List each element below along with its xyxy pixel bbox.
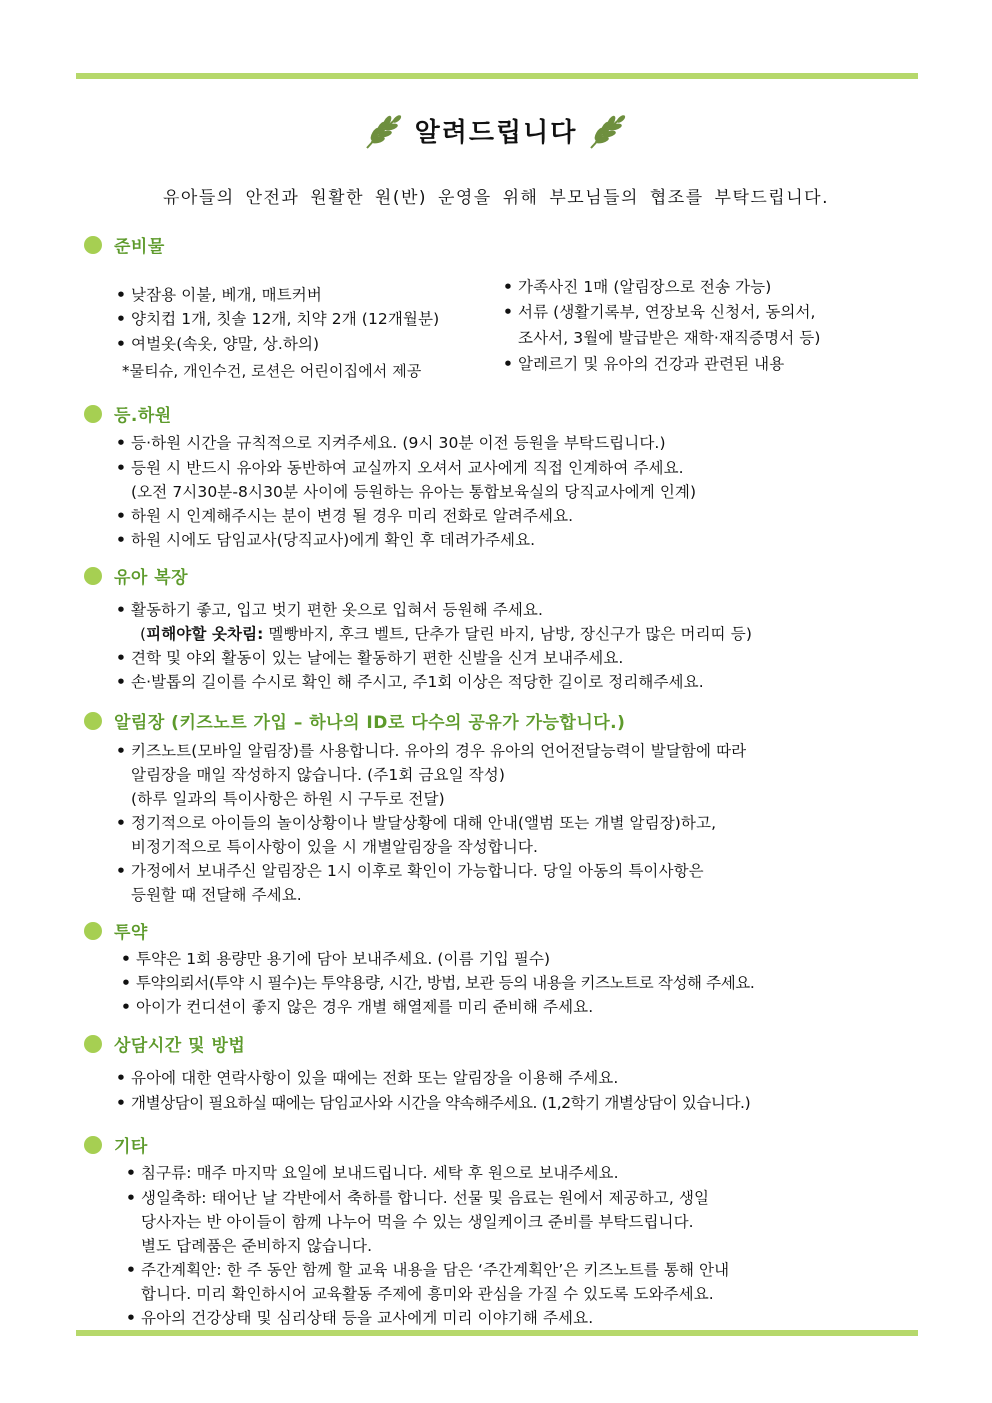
section-dot-icon: [84, 712, 102, 730]
list-item-continued: 비정기적으로 특이사항이 있을 시 개별알림장을 작성합니다.: [131, 838, 538, 856]
section-title: 투약: [114, 923, 148, 943]
list-item: • 서류 (생활기록부, 연장보육 신청서, 동의서,: [503, 303, 816, 321]
section-dot-icon: [84, 405, 102, 423]
list-item: • 등원 시 반드시 유아와 동반하여 교실까지 오셔서 교사에게 직접 인계하여 주세요.: [116, 459, 684, 477]
section-title: 준비물: [114, 237, 165, 257]
list-item-continued: 알림장을 매일 작성하지 않습니다. (주1회 금요일 작성): [131, 766, 505, 784]
page-title: 알려드립니다: [414, 117, 578, 148]
list-item: • 투약의뢰서(투약 시 필수)는 투약용량, 시간, 방법, 보관 등의 내용을 키즈노트로 작성해 주세요.: [121, 974, 755, 992]
list-item: • 등·하원 시간을 규칙적으로 지켜주세요. (9시 30분 이전 등원을 부탁드립니다.): [116, 434, 666, 452]
section-title: 상담시간 및 방법: [114, 1036, 246, 1056]
list-item: • 생일축하: 태어난 날 각반에서 축하를 합니다. 선물 및 음료는 원에서 제공하고, 생일: [126, 1189, 710, 1207]
section-header-consult: [84, 1031, 245, 1056]
section-title: 유아 복장: [114, 568, 189, 588]
section-title: 기타: [114, 1137, 148, 1157]
list-item-continued: 합니다. 미리 확인하시어 교육활동 주제에 흥미와 관심을 가질 수 있도록 도와주세요.: [141, 1285, 714, 1303]
section-dot-icon: [84, 567, 102, 585]
list-item-continued: (피해야할 옷차림: 멜빵바지, 후크 벨트, 단추가 달린 바지, 남방, 장신구가 많은 머리띠 등): [140, 625, 752, 643]
intro-text: 유아들의 안전과 원활한 원(반) 운영을 위해 부모님들의 협조를 부탁드립니다.: [163, 188, 829, 208]
section-dot-icon: [84, 1035, 102, 1053]
list-item-continued: 조사서, 3월에 발급받은 재학·재직증명서 등): [518, 329, 821, 347]
list-item: • 알레르기 및 유아의 건강과 관련된 내용: [503, 355, 785, 373]
list-item: • 유아의 건강상태 및 심리상태 등을 교사에게 미리 이야기해 주세요.: [126, 1309, 594, 1327]
list-item: • 견학 및 야외 활동이 있는 날에는 활동하기 편한 신발을 신겨 보내주세요.: [116, 649, 624, 667]
top-divider: [76, 73, 918, 79]
list-item: • 유아에 대한 연락사항이 있을 때에는 전화 또는 알림장을 이용해 주세요.: [116, 1069, 619, 1087]
section-header-notice: [84, 708, 625, 733]
section-header-supplies: [84, 232, 165, 257]
section-header-attendance: [84, 401, 172, 426]
list-item: • 하원 시 인계해주시는 분이 변경 될 경우 미리 전화로 알려주세요.: [116, 507, 574, 525]
list-item-continued: (오전 7시30분-8시30분 사이에 등원하는 유아는 통합보육실의 당직교사에게 인계): [131, 483, 697, 501]
section-title: 등.하원: [114, 406, 172, 426]
note-text: *물티슈, 개인수건, 로션은 어린이집에서 제공: [122, 362, 422, 380]
list-item: • 개별상담이 필요하실 때에는 담임교사와 시간을 약속해주세요. (1,2학기 개별상담이 있습니다.): [116, 1094, 751, 1112]
list-item: • 활동하기 좋고, 입고 벗기 편한 옷으로 입혀서 등원해 주세요.: [116, 601, 544, 619]
list-item-continued: 당사자는 반 아이들이 함께 나누어 먹을 수 있는 생일케이크 준비를 부탁드립니다.: [141, 1213, 694, 1231]
list-item-continued: (하루 일과의 특이사항은 하원 시 구두로 전달): [131, 790, 445, 808]
section-dot-icon: [84, 1136, 102, 1154]
bottom-divider: [76, 1330, 918, 1336]
list-item: • 여벌옷(속옷, 양말, 상.하의): [116, 335, 320, 353]
list-item: • 하원 시에도 담임교사(당직교사)에게 확인 후 데려가주세요.: [116, 531, 536, 549]
section-title: 알림장 (키즈노트 가입 – 하나의 ID로 다수의 공유가 가능합니다.): [114, 713, 626, 733]
section-dot-icon: [84, 236, 102, 254]
list-item: • 침구류: 매주 마지막 요일에 보내드립니다. 세탁 후 원으로 보내주세요.: [126, 1164, 619, 1182]
list-item: • 양치컵 1개, 칫솔 12개, 치약 2개 (12개월분): [116, 310, 440, 328]
section-header-clothing: [84, 563, 188, 588]
list-item: • 가족사진 1매 (알림장으로 전송 가능): [503, 278, 772, 296]
list-item: • 낮잠용 이불, 베개, 매트커버: [116, 286, 322, 304]
list-item: • 가정에서 보내주신 알림장은 1시 이후로 확인이 가능합니다. 당일 아동의 특이사항은: [116, 862, 704, 880]
section-header-etc: [84, 1132, 148, 1157]
list-item-continued: 별도 답례품은 준비하지 않습니다.: [141, 1237, 373, 1255]
section-header-medicine: [84, 918, 148, 943]
page-header: [0, 108, 992, 152]
laurel-branch-right-icon: [587, 110, 629, 150]
list-item: • 정기적으로 아이들의 놀이상황이나 발달상황에 대해 안내(앨범 또는 개별 알림장)하고,: [116, 814, 717, 832]
laurel-branch-left-icon: [363, 110, 405, 150]
section-dot-icon: [84, 922, 102, 940]
list-item: • 투약은 1회 용량만 용기에 담아 보내주세요. (이름 기입 필수): [121, 950, 551, 968]
list-item: • 아이가 컨디션이 좋지 않은 경우 개별 해열제를 미리 준비해 주세요.: [121, 998, 594, 1016]
list-item: • 손·발톱의 길이를 수시로 확인 해 주시고, 주1회 이상은 적당한 길이로 정리해주세요.: [116, 673, 704, 691]
list-item: • 주간계획안: 한 주 동안 함께 할 교육 내용을 담은 ‘주간계획안’은 키즈노트를 통해 안내: [126, 1261, 730, 1279]
list-item-continued: 등원할 때 전달해 주세요.: [131, 886, 302, 904]
list-item: • 키즈노트(모바일 알림장)를 사용합니다. 유아의 경우 유아의 언어전달능력이 발달함에 따라: [116, 742, 747, 760]
